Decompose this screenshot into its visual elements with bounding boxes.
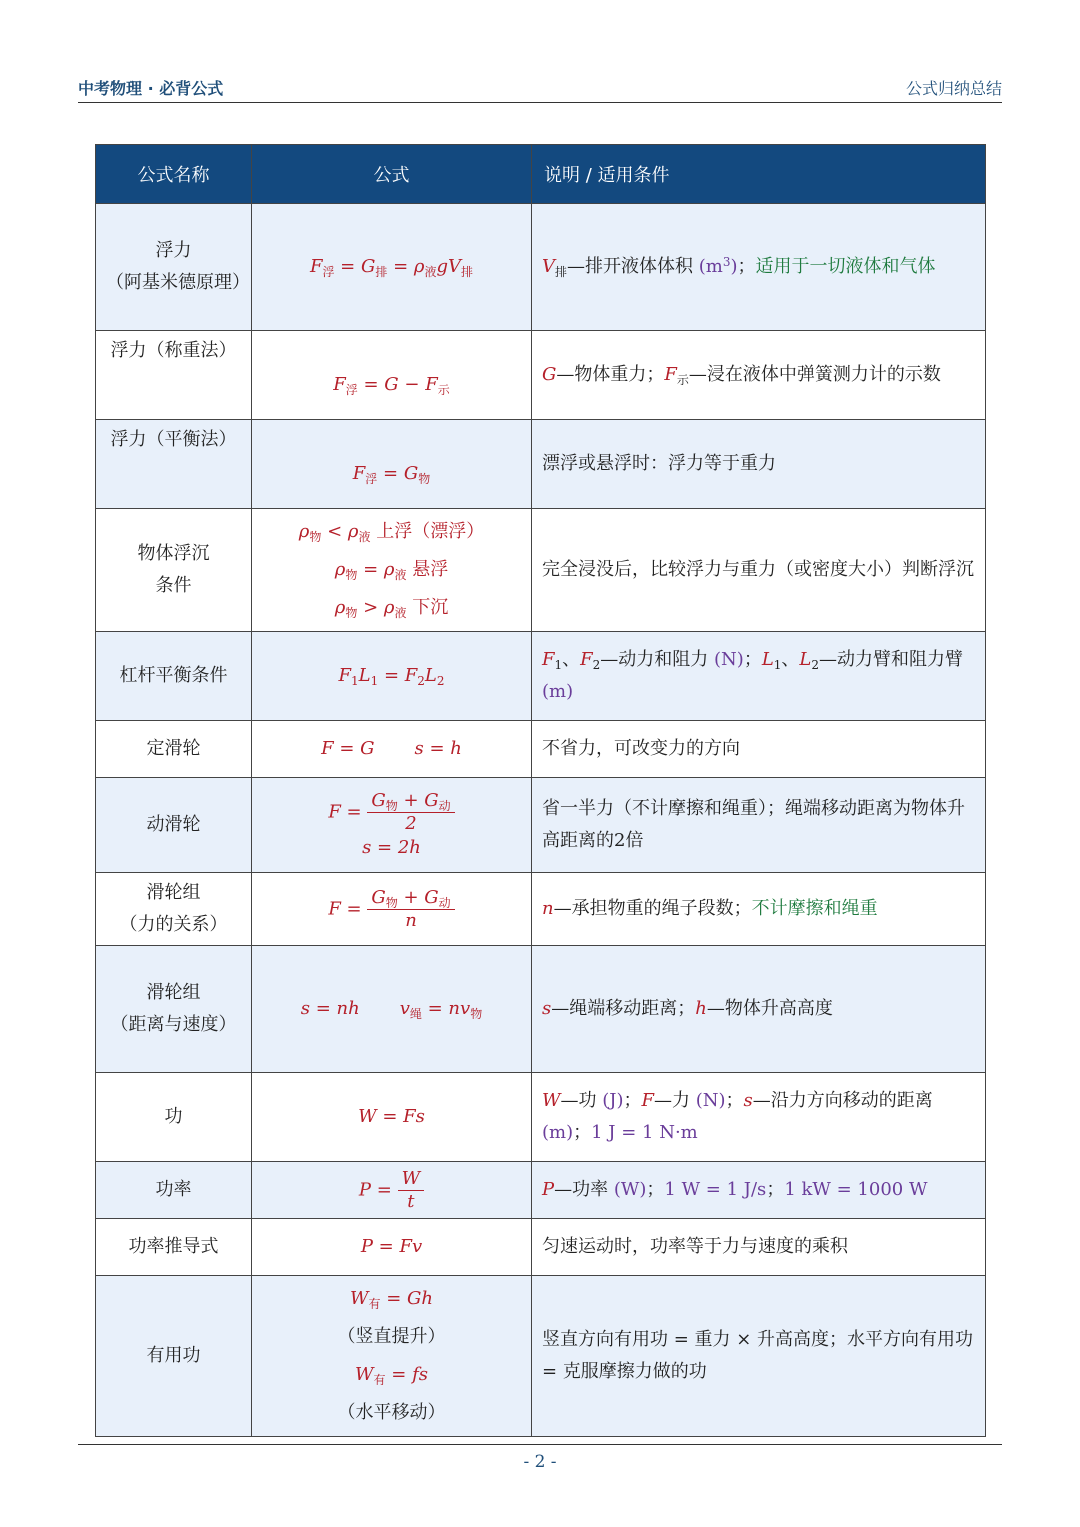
row-name: 滑轮组 （力的关系） xyxy=(96,873,252,946)
table-row xyxy=(96,721,986,778)
row-formula: P = Fv xyxy=(252,1219,532,1276)
table-row xyxy=(96,632,986,721)
row-desc: 不省力，可改变力的方向 xyxy=(532,721,986,778)
row-desc: $F_1$、$F_2—$动力和阻力 (N)；$L_1$、$L_2—$动力臂和阻力臂 (m) xyxy=(532,632,986,721)
table-row xyxy=(96,1276,986,1437)
row-desc: $V_排—$排开液体体积 $(m^3)$；适用于一切液体和气体 xyxy=(532,204,986,331)
row-formula: F = $\frac{G_物 + G_动}{n}$ xyxy=(252,873,532,946)
row-name: 浮力（平衡法） xyxy=(96,420,252,509)
row-name: 功率推导式 xyxy=(96,1219,252,1276)
table-header-row xyxy=(96,145,986,204)
table-row xyxy=(96,204,986,331)
row-name: 浮力 （阿基米德原理） xyxy=(96,204,252,331)
row-desc: n—承担物重的绳子段数；不计摩擦和绳重 xyxy=(532,873,986,946)
row-name: 滑轮组 （距离与速度） xyxy=(96,946,252,1073)
row-desc: P—功率 (W)；1 W = 1 J/s；1 kW = 1000 W xyxy=(532,1162,986,1219)
row-formula: F = $\frac{G_物 + G_动}{2}$ s = 2h xyxy=(252,778,532,873)
page-header xyxy=(78,74,1002,103)
row-formula: $W_有 = Gh$ （竖直提升） $W_有$ = fs （水平移动） xyxy=(252,1276,532,1437)
row-formula: s = nh $v_绳 = nv_物$ xyxy=(252,946,532,1073)
row-name: 浮力（称重法） xyxy=(96,331,252,420)
footer-rule xyxy=(78,1444,1002,1445)
row-desc: s—绳端移动距离；h—物体升高高度 xyxy=(532,946,986,1073)
table-row xyxy=(96,420,986,509)
formula-table xyxy=(95,144,986,1437)
row-name: 有用功 xyxy=(96,1276,252,1437)
header-title: 中考物理 · 必背公式 xyxy=(78,79,224,98)
row-name: 动滑轮 xyxy=(96,778,252,873)
row-desc: 匀速运动时，功率等于力与速度的乘积 xyxy=(532,1219,986,1276)
table-row xyxy=(96,1219,986,1276)
table-row xyxy=(96,873,986,946)
header-subtitle: 公式归纳总结 xyxy=(905,79,1002,98)
row-formula: $F_浮 = G_排 = \rho_液gV_排$ xyxy=(252,204,532,331)
row-formula: $F_浮 = G - F_示$ xyxy=(252,331,532,420)
row-desc: W—功 (J)；F—力 (N)；s—沿力方向移动的距离 (m)；1 J = 1 N·m xyxy=(532,1073,986,1162)
row-name: 物体浮沉 条件 xyxy=(96,509,252,632)
row-name: 功率 xyxy=(96,1162,252,1219)
page-number: - 2 - xyxy=(523,1452,557,1472)
row-formula: $F_浮 = G_物$ xyxy=(252,420,532,509)
table-row xyxy=(96,946,986,1073)
row-desc: 竖直方向有用功 = 重力 × 升高高度；水平方向有用功 = 克服摩擦力做的功 xyxy=(532,1276,986,1437)
row-desc: 漂浮或悬浮时：浮力等于重力 xyxy=(532,420,986,509)
row-desc: 完全浸没后，比较浮力与重力（或密度大小）判断浮沉 xyxy=(532,509,986,632)
col-header-name: 公式名称 xyxy=(96,145,252,204)
row-desc: 省一半力（不计摩擦和绳重）；绳端移动距离为物体升高距离的2倍 xyxy=(532,778,986,873)
row-name: 功 xyxy=(96,1073,252,1162)
row-formula: F = G s = h xyxy=(252,721,532,778)
row-formula: $F_1L_1 = F_2L_2$ xyxy=(252,632,532,721)
table-row xyxy=(96,509,986,632)
col-header-desc: 说明 / 适用条件 xyxy=(532,145,986,204)
row-desc: G—物体重力；$F_示—$浸在液体中弹簧测力计的示数 xyxy=(532,331,986,420)
row-formula: $\rho_物 < \rho_液$ 上浮（漂浮） $\rho_物 = \rho_液$ 悬浮 $\rho_物 > \rho_液$ 下沉 xyxy=(252,509,532,632)
table-row xyxy=(96,331,986,420)
row-formula: P = $\frac{W}{t}$ xyxy=(252,1162,532,1219)
table-row xyxy=(96,1162,986,1219)
row-name: 定滑轮 xyxy=(96,721,252,778)
row-formula: W = Fs xyxy=(252,1073,532,1162)
table-row xyxy=(96,778,986,873)
table-row xyxy=(96,1073,986,1162)
row-name: 杠杆平衡条件 xyxy=(96,632,252,721)
col-header-formula: 公式 xyxy=(252,145,532,204)
